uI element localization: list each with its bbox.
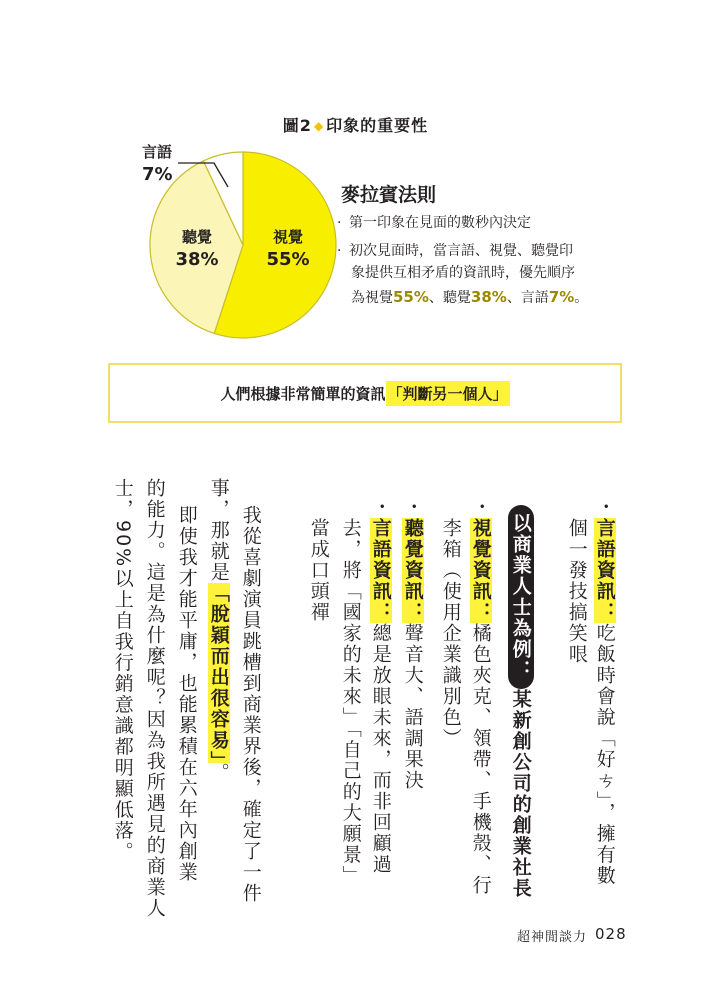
- body-col-11: [206, 478, 230, 883]
- pie-label-hearing-percent: 38%: [175, 248, 219, 270]
- body-col-1: [592, 497, 616, 902]
- body-text: 我從喜劇演員跳槽到商業界後，確定了一件: [239, 505, 262, 904]
- bullet-dot: ・: [469, 497, 492, 518]
- label-hearing-info: 聽覺資訊：: [401, 518, 424, 623]
- pie-label-visual-percent: 55%: [266, 248, 310, 270]
- body-text: 當成口頭禪: [307, 518, 330, 623]
- body-text: 個一發技搞笑哏: [565, 518, 588, 665]
- law-item-2-line1: 初次見面時，當言語、視覺、聽覺印: [349, 243, 573, 259]
- law-item-1: [337, 212, 627, 234]
- leader-line: [176, 155, 236, 195]
- body-text: 。: [207, 762, 230, 784]
- summary-text: 人們根據非常簡單的資訊: [220, 384, 386, 403]
- body-text: 事，那就是: [207, 478, 230, 583]
- body-col-10: [238, 505, 262, 910]
- law-item-2-line3: [337, 285, 627, 309]
- body-text: 去，將「國家的未來」「自己的大願景」: [339, 518, 362, 887]
- pie-label-visual-name: 視覺: [272, 228, 303, 246]
- pie-label-hearing-name: 聽覺: [181, 228, 212, 246]
- body-col-3: [508, 505, 532, 910]
- bullet-dot: ・: [401, 497, 424, 518]
- bullet-dot: ·: [337, 243, 342, 259]
- page-number: 028: [595, 925, 627, 943]
- body-col-14: [110, 478, 134, 883]
- body-col-6: [400, 497, 424, 902]
- body-text: 吃飯時會說「好ㄘ」，擁有數: [593, 623, 616, 887]
- body-col-4: [468, 497, 492, 902]
- figure-title: [0, 113, 711, 136]
- law-text-seg: 、聽覺: [428, 289, 471, 306]
- body-col-13: [142, 478, 166, 919]
- figure-label: 圖2: [282, 116, 312, 135]
- body-text: 即使我才能平庸，也能累積在六年內創業: [175, 505, 198, 883]
- law-item-2: [337, 240, 627, 309]
- body-text: 橘色夾克、領帶、手機殼、行: [469, 623, 492, 896]
- body-text: 李箱（使用企業識別色）: [439, 518, 462, 749]
- example-heading: 某新創公司的創業社長: [509, 689, 532, 899]
- body-col-12: [174, 505, 198, 910]
- bullet-dot: ・: [369, 497, 392, 518]
- law-text-seg: 。: [574, 289, 589, 306]
- pie-label-speech-name: 言語: [142, 143, 173, 161]
- law-hearing-percent: 38%: [470, 287, 507, 306]
- bullet-dot: ·: [337, 215, 342, 231]
- summary-box: [108, 363, 622, 423]
- label-speech-info: 言語資訊：: [593, 518, 616, 623]
- pie-label-speech-percent: 7%: [142, 163, 173, 185]
- book-title: 超神閒談力: [517, 930, 588, 945]
- law-text-seg: 、言語: [506, 289, 549, 306]
- body-col-8: [338, 518, 362, 923]
- diamond-icon: ◆: [313, 119, 325, 133]
- body-col-7: [368, 497, 392, 902]
- pie-label-hearing: [172, 228, 222, 271]
- pie-label-visual: [263, 228, 313, 271]
- bullet-dot: ・: [593, 497, 616, 518]
- example-pill: 以商業人士為例：: [508, 505, 534, 689]
- body-text: 總是放眼未來，而非回顧過: [369, 623, 392, 875]
- label-visual-info: 視覺資訊：: [469, 518, 492, 623]
- pie-label-speech: [142, 143, 173, 186]
- law-title: 麥拉賓法則: [341, 184, 437, 206]
- body-text: 的能力。這是為什麼呢？因為我所遇見的商業人: [143, 478, 166, 919]
- body-text: 士，90%以上自我行銷意識都明顯低落。: [111, 478, 134, 863]
- body-col-9: [306, 518, 330, 923]
- body-col-2: [564, 518, 588, 923]
- body-highlight: 「脫穎而出很容易」: [207, 583, 230, 763]
- label-speech-info-2: 言語資訊：: [369, 518, 392, 623]
- law-speech-percent: 7%: [548, 287, 575, 306]
- body-text: 聲音大、語調果決: [401, 623, 424, 791]
- summary-highlight: 「判斷另一個人」: [386, 381, 510, 406]
- body-col-5: [438, 518, 462, 923]
- law-text-seg: 為視覺: [351, 289, 393, 306]
- law-visual-percent: 55%: [393, 287, 429, 306]
- figure-title-text: 印象的重要性: [326, 116, 429, 135]
- law-item-2-line2: 象提供互相矛盾的資訊時，優先順序: [351, 265, 575, 282]
- law-item-1-text: 第一印象在見面的數秒內決定: [349, 215, 531, 231]
